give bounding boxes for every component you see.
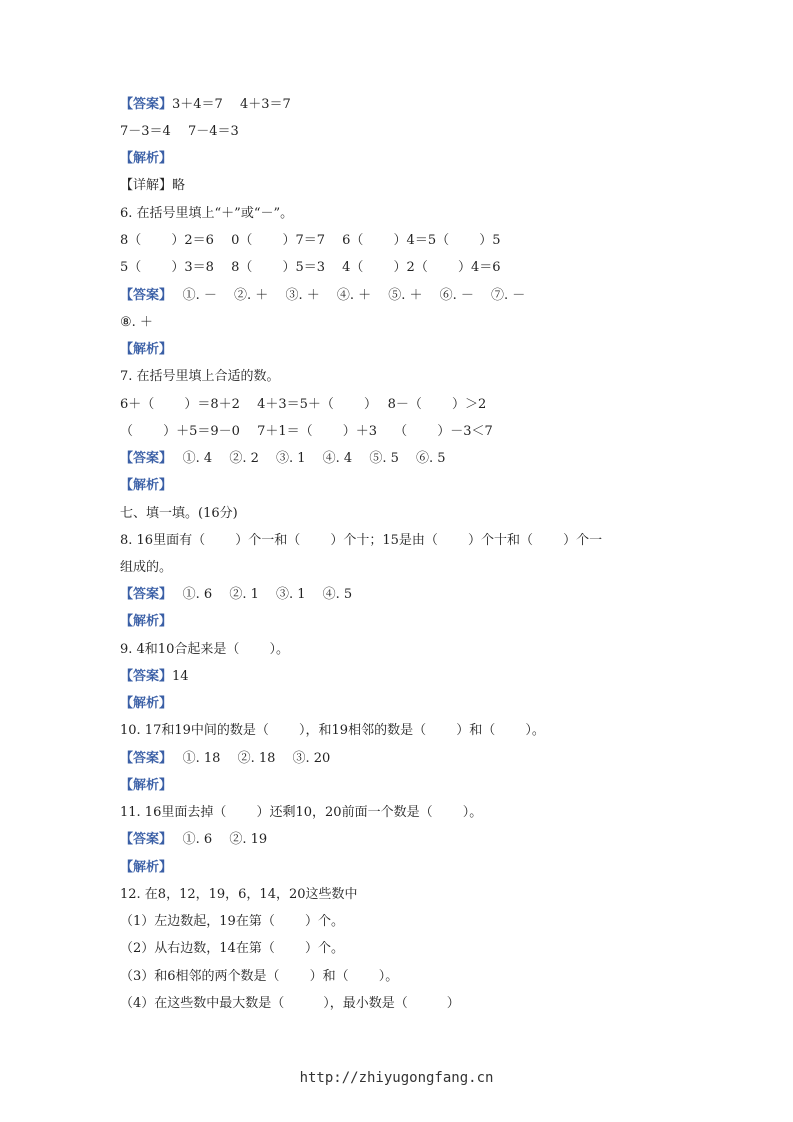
text-line [120, 831, 267, 849]
line-text: （1）左边数起，19在第（ ）个。 [120, 914, 344, 929]
footer-url: http://zhiyugongfang.cn [299, 1070, 494, 1086]
line-text: 9. 4和10合起来是（ ）。 [120, 642, 289, 657]
line-text: 8（ ）2＝6 0（ ）7＝7 6（ ）4＝5（ ）5 [120, 233, 501, 248]
text-line [120, 559, 172, 577]
line-text: 6. 在括号里填上“＋”或“－”。 [120, 206, 294, 221]
text-line [120, 287, 525, 305]
text-line [120, 96, 291, 114]
text-line [120, 804, 482, 822]
line-text: 11. 16里面去掉（ ）还剩10，20前面一个数是（ ）。 [120, 805, 483, 820]
text-line [120, 777, 172, 795]
answer-tag: 【答案】 [120, 288, 166, 303]
text-line [120, 750, 330, 768]
line-text: （2）从右边数，14在第（ ）个。 [120, 941, 344, 956]
answer-tag: 【答案】 [120, 832, 166, 847]
text-line [120, 232, 501, 250]
text-line [120, 586, 352, 604]
text-line [120, 259, 501, 277]
answer-tag: 【解析】 [120, 614, 173, 629]
line-text: 10. 17和19中间的数是（ ），和19相邻的数是（ ）和（ ）。 [120, 723, 545, 738]
text-line [120, 613, 172, 631]
line-text: （4）在这些数中最大数是（ ），最小数是（ ） [120, 996, 460, 1011]
line-text: ①. 6 ②. 19 [165, 832, 268, 847]
text-line [120, 423, 493, 441]
text-line [120, 450, 446, 468]
line-text: 7. 在括号里填上合适的数。 [120, 369, 280, 384]
answer-tag: 【答案】 [120, 451, 166, 466]
text-line [120, 886, 358, 904]
line-text: 【详解】略 [120, 178, 186, 193]
answer-tag: 【解析】 [120, 696, 173, 711]
text-line [120, 205, 293, 223]
text-line [120, 477, 172, 495]
text-line [120, 995, 460, 1013]
line-text: （3）和6相邻的两个数是（ ）和（ ）。 [120, 969, 399, 984]
line-text: ①. 4 ②. 2 ③. 1 ④. 4 ⑤. 5 ⑥. 5 [165, 451, 446, 466]
line-text: 7－3＝4 7－4＝3 [120, 124, 239, 139]
text-line [120, 913, 344, 931]
line-text: 8. 16里面有（ ）个一和（ ）个十；15是由（ ）个十和（ ）个一 [120, 533, 603, 548]
text-line [120, 177, 185, 195]
answer-tag: 【解析】 [120, 478, 173, 493]
answer-tag: 【答案】 [120, 751, 166, 766]
text-line [120, 859, 172, 877]
text-line [120, 722, 545, 740]
answer-tag: 【解析】 [120, 860, 173, 875]
line-text: 5（ ）3＝8 8（ ）5＝3 4（ ）2（ ）4＝6 [120, 260, 501, 275]
answer-tag: 【解析】 [120, 778, 173, 793]
text-line [120, 123, 239, 141]
text-line [120, 396, 486, 414]
line-text: 七、填一填。(16分) [120, 506, 238, 521]
line-text: ⑧. ＋ [120, 315, 153, 330]
text-line [120, 341, 172, 359]
answer-tag: 【答案】 [120, 97, 173, 112]
line-text: 组成的。 [120, 560, 173, 575]
text-line [120, 368, 280, 386]
text-line [120, 314, 153, 332]
line-text: 12. 在8，12，19，6，14，20这些数中 [120, 887, 358, 902]
line-text: ①. 6 ②. 1 ③. 1 ④. 5 [165, 587, 353, 602]
line-text: 6＋（ ）＝8＋2 4＋3＝5＋（ ） 8－（ ）＞2 [120, 397, 487, 412]
text-line [120, 505, 238, 523]
text-line [120, 641, 289, 659]
answer-tag: 【解析】 [120, 342, 173, 357]
text-line [120, 668, 189, 686]
text-line [120, 150, 172, 168]
line-text: 14 [172, 669, 189, 684]
line-text: （ ）＋5＝9－0 7＋1＝（ ）＋3 （ ）－3＜7 [120, 424, 493, 439]
answer-tag: 【答案】 [120, 587, 166, 602]
line-text: 3＋4＝7 4＋3＝7 [172, 97, 291, 112]
answer-tag: 【答案】 [120, 669, 173, 684]
text-line [120, 695, 172, 713]
line-text: ①. － ②. ＋ ③. ＋ ④. ＋ ⑤. ＋ ⑥. － ⑦. － [165, 288, 526, 303]
text-line [120, 532, 602, 550]
text-line [120, 968, 398, 986]
line-text: ①. 18 ②. 18 ③. 20 [165, 751, 331, 766]
text-line [120, 940, 344, 958]
answer-tag: 【解析】 [120, 151, 173, 166]
